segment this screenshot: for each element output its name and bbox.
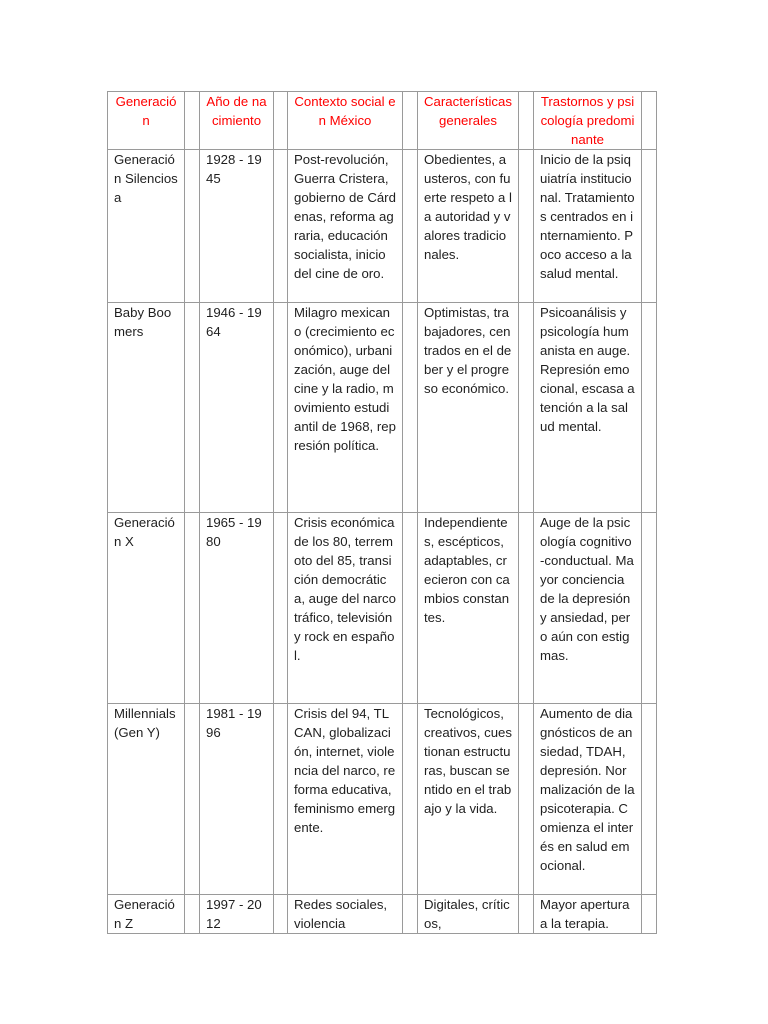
spacer-cell [403, 513, 418, 704]
years-cell: 1997 - 2012 [200, 895, 274, 934]
header-birth-years: Año de nacimiento [200, 92, 274, 150]
context-cell: Post-revolución, Guerra Cristera, gobierno de Cárdenas, reforma agraria, educación socialista, inicio del cine de oro. [288, 150, 403, 303]
years-cell: 1981 - 1996 [200, 704, 274, 895]
spacer-cell [403, 92, 418, 150]
spacer-cell [519, 895, 534, 934]
disorders-cell: Inicio de la psiquiatría institucional. Tratamientos centrados en internamiento. Poco acceso a la salud mental. [534, 150, 642, 303]
generation-cell: Millennials (Gen Y) [108, 704, 185, 895]
spacer-cell [642, 895, 657, 934]
spacer-cell [642, 92, 657, 150]
characteristics-cell: Tecnológicos, creativos, cuestionan estructuras, buscan sentido en el trabajo y la vida. [418, 704, 519, 895]
spacer-cell [403, 303, 418, 513]
spacer-cell [274, 895, 288, 934]
spacer-cell [403, 895, 418, 934]
years-cell: 1928 - 1945 [200, 150, 274, 303]
spacer-cell [519, 150, 534, 303]
disorders-cell: Aumento de diagnósticos de ansiedad, TDAH, depresión. Normalización de la psicoterapia. Comienza el interés en salud emocional. [534, 704, 642, 895]
context-cell: Redes sociales, violencia [288, 895, 403, 934]
header-generation: Generación [108, 92, 185, 150]
disorders-cell: Auge de la psicología cognitivo-conductual. Mayor conciencia de la depresión y ansiedad, pero aún con estigmas. [534, 513, 642, 704]
characteristics-cell: Obedientes, austeros, con fuerte respeto a la autoridad y valores tradicionales. [418, 150, 519, 303]
spacer-cell [185, 513, 200, 704]
spacer-cell [274, 704, 288, 895]
context-cell: Crisis económica de los 80, terremoto del 85, transición democrática, auge del narcotráfico, televisión y rock en español. [288, 513, 403, 704]
header-disorders: Trastornos y psicología predominante [534, 92, 642, 150]
spacer-cell [642, 150, 657, 303]
spacer-cell [274, 303, 288, 513]
spacer-cell [274, 92, 288, 150]
spacer-cell [185, 150, 200, 303]
characteristics-cell: Independientes, escépticos, adaptables, crecieron con cambios constantes. [418, 513, 519, 704]
spacer-cell [274, 513, 288, 704]
table-row [108, 513, 657, 704]
table-row [108, 150, 657, 303]
generations-table [107, 91, 657, 934]
years-cell: 1965 - 1980 [200, 513, 274, 704]
spacer-cell [519, 92, 534, 150]
generation-cell: Generación Silenciosa [108, 150, 185, 303]
characteristics-cell: Digitales, críticos, [418, 895, 519, 934]
header-characteristics: Características generales [418, 92, 519, 150]
header-row [108, 92, 657, 150]
spacer-cell [519, 513, 534, 704]
generation-cell: Generación Z [108, 895, 185, 934]
table-row [108, 704, 657, 895]
spacer-cell [519, 704, 534, 895]
spacer-cell [185, 704, 200, 895]
spacer-cell [185, 895, 200, 934]
context-cell: Milagro mexicano (crecimiento económico), urbanización, auge del cine y la radio, movimiento estudiantil de 1968, represión política. [288, 303, 403, 513]
disorders-cell: Psicoanálisis y psicología humanista en auge. Represión emocional, escasa atención a la salud mental. [534, 303, 642, 513]
spacer-cell [185, 303, 200, 513]
spacer-cell [274, 150, 288, 303]
spacer-cell [519, 303, 534, 513]
characteristics-cell: Optimistas, trabajadores, centrados en el deber y el progreso económico. [418, 303, 519, 513]
generation-cell: Baby Boomers [108, 303, 185, 513]
context-cell: Crisis del 94, TLCAN, globalización, internet, violencia del narco, reforma educativa, feminismo emergente. [288, 704, 403, 895]
spacer-cell [642, 303, 657, 513]
spacer-cell [642, 704, 657, 895]
spacer-cell [185, 92, 200, 150]
header-social-context: Contexto social en México [288, 92, 403, 150]
generation-cell: Generación X [108, 513, 185, 704]
years-cell: 1946 - 1964 [200, 303, 274, 513]
table-row [108, 895, 657, 934]
spacer-cell [403, 150, 418, 303]
spacer-cell [403, 704, 418, 895]
table-row [108, 303, 657, 513]
disorders-cell: Mayor apertura a la terapia. [534, 895, 642, 934]
spacer-cell [642, 513, 657, 704]
